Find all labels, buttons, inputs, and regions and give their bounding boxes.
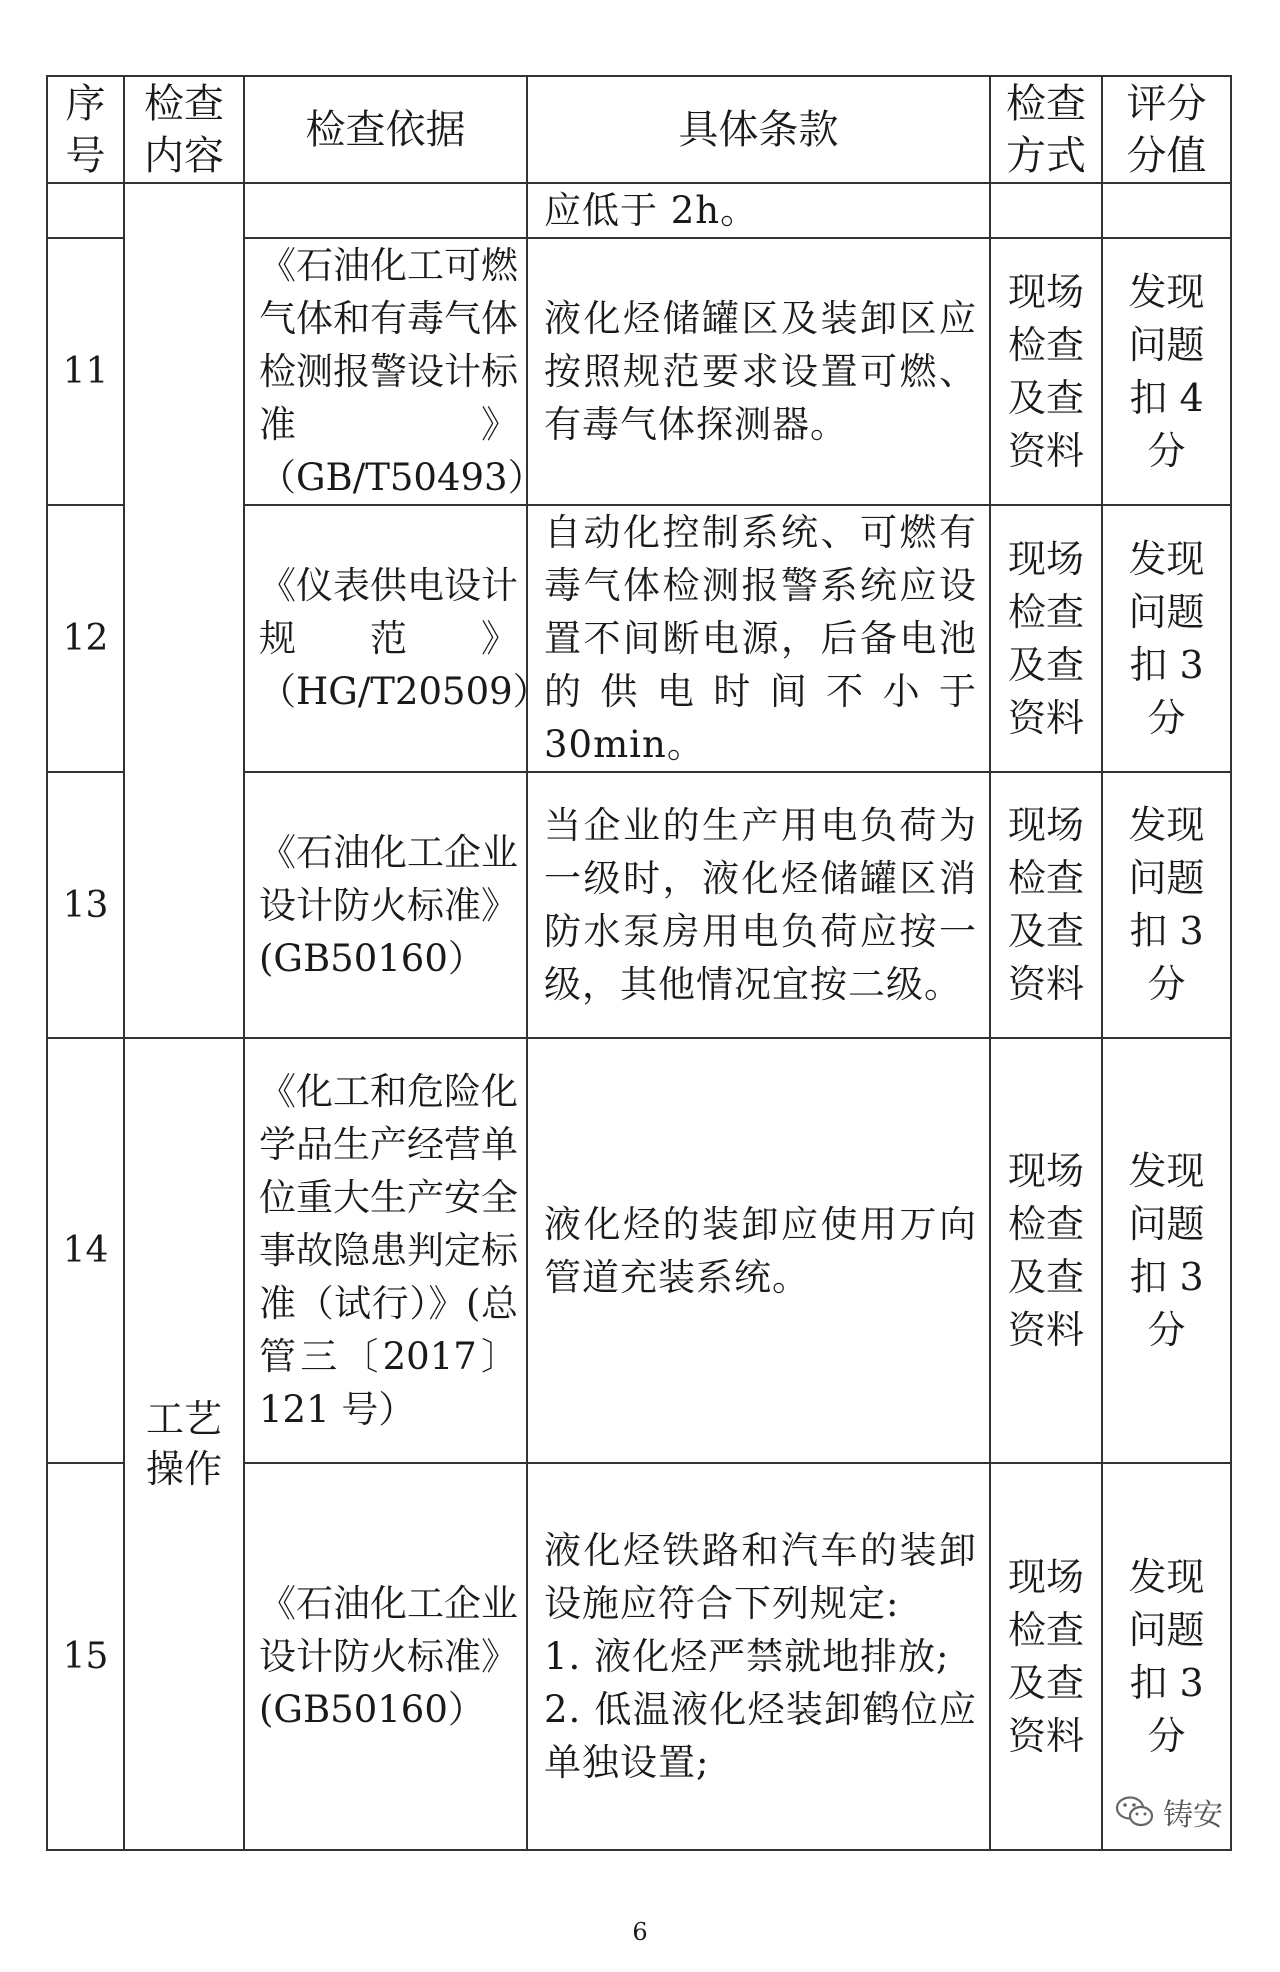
row-no: 13 xyxy=(47,772,124,1038)
row-method: 现场检查及查资料 xyxy=(990,238,1102,505)
row-clause: 自动化控制系统、可燃有毒气体检测报警系统应设置不间断电源，后备电池的供电时间不小于 30min。 xyxy=(527,505,990,772)
header-score: 评分分值 xyxy=(1102,76,1231,183)
row-clause: 液化烃的装卸应使用万向管道充装系统。 xyxy=(527,1038,990,1463)
header-basis: 检查依据 xyxy=(244,76,527,183)
header-clause: 具体条款 xyxy=(527,76,990,183)
watermark-text: 铸安 xyxy=(1163,1798,1223,1833)
row-clause: 应低于 2h。 xyxy=(527,183,990,238)
row-basis: 《石油化工可燃气体和有毒气体检测报警设计标准》（GB/T50493） xyxy=(244,238,527,505)
row-no xyxy=(47,183,124,238)
wechat-icon xyxy=(1115,1795,1155,1829)
row-method: 现场检查及查资料 xyxy=(990,1463,1102,1850)
row-score: 发现问题扣 3 分 xyxy=(1102,505,1231,772)
header-method: 检查方式 xyxy=(990,76,1102,183)
row-method: 现场检查及查资料 xyxy=(990,772,1102,1038)
page-number: 6 xyxy=(632,1918,648,1946)
row-clause: 当企业的生产用电负荷为一级时，液化烃储罐区消防水泵房用电负荷应按一级，其他情况宜按二级。 xyxy=(527,772,990,1038)
row-basis: 《化工和危险化学品生产经营单位重大生产安全事故隐患判定标准（试行）》(总管三〔2017〕121 号） xyxy=(244,1038,527,1463)
header-content: 检查内容 xyxy=(124,76,244,183)
row-score xyxy=(1102,183,1231,238)
table-row xyxy=(47,183,1231,238)
table-row xyxy=(47,1038,1231,1463)
row-no: 14 xyxy=(47,1038,124,1463)
inspection-table xyxy=(46,75,1232,1851)
row-method: 现场检查及查资料 xyxy=(990,1038,1102,1463)
row-basis: 《石油化工企业设计防火标准》(GB50160） xyxy=(244,772,527,1038)
clause-line: 1. 液化烃严禁就地排放; xyxy=(544,1635,950,1678)
content-cell-process: 工艺操作 xyxy=(124,1038,244,1850)
row-score: 发现问题扣 4 分 xyxy=(1102,238,1231,505)
row-score: 发现问题扣 3 分 xyxy=(1102,1463,1231,1850)
row-no: 11 xyxy=(47,238,124,505)
row-no: 12 xyxy=(47,505,124,772)
watermark xyxy=(1115,1790,1223,1834)
clause-line: 液化烃铁路和汽车的装卸设施应符合下列规定: xyxy=(544,1529,977,1625)
row-clause xyxy=(527,1463,990,1850)
table-header-row xyxy=(47,76,1231,183)
header-no: 序号 xyxy=(47,76,124,183)
row-score: 发现问题扣 3 分 xyxy=(1102,1038,1231,1463)
row-score: 发现问题扣 3 分 xyxy=(1102,772,1231,1038)
content-cell-blank xyxy=(124,183,244,1038)
row-basis xyxy=(244,183,527,238)
row-clause: 液化烃储罐区及装卸区应按照规范要求设置可燃、有毒气体探测器。 xyxy=(527,238,990,505)
row-basis: 《石油化工企业设计防火标准》(GB50160） xyxy=(244,1463,527,1850)
row-method: 现场检查及查资料 xyxy=(990,505,1102,772)
clause-line: 2. 低温液化烃装卸鹤位应单独设置; xyxy=(544,1688,977,1784)
row-basis: 《仪表供电设计规范》（HG/T20509） xyxy=(244,505,527,772)
row-method xyxy=(990,183,1102,238)
row-no: 15 xyxy=(47,1463,124,1850)
